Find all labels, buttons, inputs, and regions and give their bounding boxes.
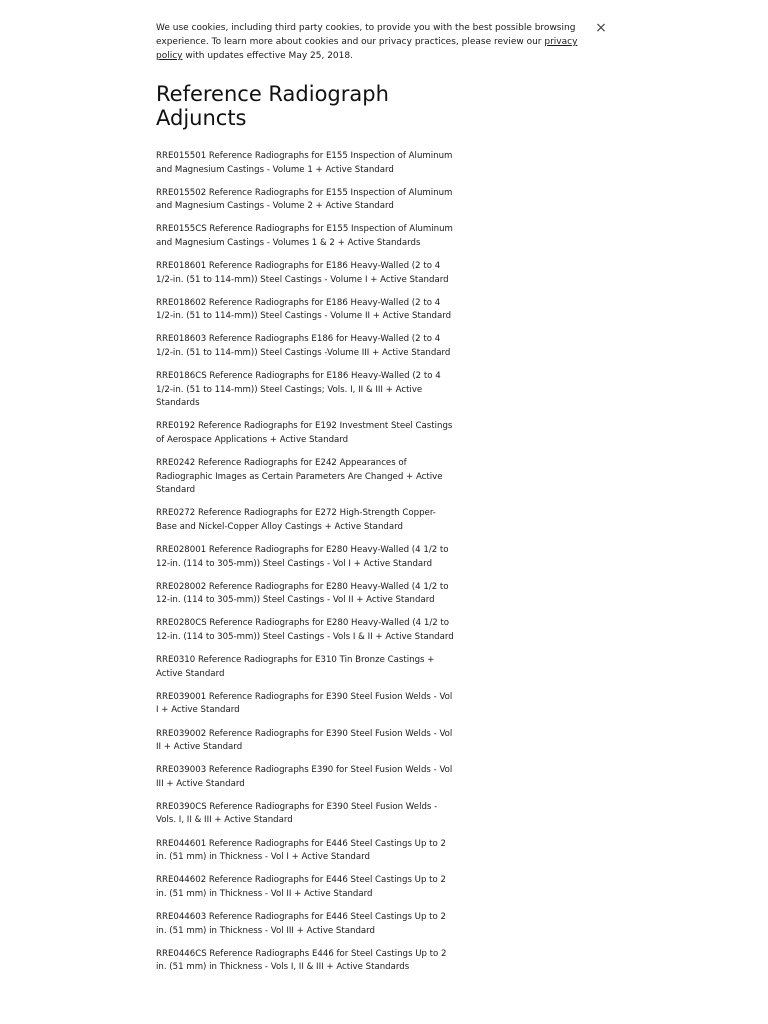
list-item[interactable]: RRE015502 Reference Radiographs for E155 Inspection of Aluminum and Magnesium Castings - Volume 2 + Active Standard [156, 187, 453, 212]
close-icon[interactable]: × [595, 20, 607, 36]
list-item[interactable]: RRE0242 Reference Radiographs for E242 Appearances of Radiographic Images as Certain Parameters Are Changed + Active Standard [156, 458, 443, 496]
list-item[interactable]: RRE0390CS Reference Radiographs for E390 Steel Fusion Welds - Vols. I, II & III + Active Standard [156, 801, 438, 826]
list-item[interactable]: RRE044602 Reference Radiographs for E446 Steel Castings Up to 2 in. (51 mm) in Thickness - Vol II + Active Standard [156, 875, 446, 899]
list-item[interactable]: RRE039002 Reference Radiographs for E390 Steel Fusion Welds - Vol II + Active Standard [156, 728, 453, 753]
list-item[interactable]: RRE0192 Reference Radiographs for E192 Investment Steel Castings of Aerospace Applications + Active Standard [156, 421, 453, 445]
cookie-banner-text-end: with updates effective May 25, 2018. [182, 51, 353, 61]
list-item[interactable]: RRE018603 Reference Radiographs E186 for Heavy-Walled (2 to 4 1/2-in. (51 to 114-mm)) Steel Castings -Volume III + Active Standard [156, 334, 451, 359]
list-item[interactable]: RRE0446CS Reference Radiographs E446 for Steel Castings Up to 2 in. (51 mm) in Thickness - Vols I, II & III + Active Standards [156, 948, 447, 973]
list-item[interactable]: RRE044601 Reference Radiographs for E446 Steel Castings Up to 2 in. (51 mm) in Thickness - Vol I + Active Standard [156, 838, 446, 863]
list-item[interactable]: RRE0186CS Reference Radiographs for E186 Heavy-Walled (2 to 4 1/2-in. (51 to 114-mm)) Steel Castings; Vols. I, II & III + Active Standards [156, 371, 441, 409]
standards-list [156, 150, 456, 984]
list-item[interactable]: RRE018602 Reference Radiographs for E186 Heavy-Walled (2 to 4 1/2-in. (51 to 114-mm)) Steel Castings - Volume II + Active Standard [156, 297, 452, 322]
list-item[interactable]: RRE039001 Reference Radiographs for E390 Steel Fusion Welds - Vol I + Active Standard [156, 691, 453, 716]
list-item[interactable]: RRE044603 Reference Radiographs for E446 Steel Castings Up to 2 in. (51 mm) in Thickness - Vol III + Active Standard [156, 911, 446, 936]
list-item[interactable]: RRE039003 Reference Radiographs E390 for Steel Fusion Welds - Vol III + Active Standard [156, 765, 453, 789]
list-item[interactable]: RRE015501 Reference Radiographs for E155 Inspection of Aluminum and Magnesium Castings - Volume 1 + Active Standard [156, 151, 453, 175]
page-title: Reference Radiograph Adjuncts [156, 82, 389, 130]
list-item[interactable]: RRE0280CS Reference Radiographs for E280 Heavy-Walled (4 1/2 to 12-in. (114 to 305-mm)) Steel Castings - Vols I & II + Active Standard [156, 618, 454, 643]
list-item[interactable]: RRE0155CS Reference Radiographs for E155 Inspection of Aluminum and Magnesium Castings - Volumes 1 & 2 + Active Standards [156, 224, 453, 248]
list-item[interactable]: RRE028002 Reference Radiographs for E280 Heavy-Walled (4 1/2 to 12-in. (114 to 305-mm)) Steel Castings - Vol II + Active Standard [156, 581, 449, 606]
list-item[interactable]: RRE018601 Reference Radiographs for E186 Heavy-Walled (2 to 4 1/2-in. (51 to 114-mm)) Steel Castings - Volume I + Active Standard [156, 261, 449, 285]
list-item[interactable]: RRE0272 Reference Radiographs for E272 High-Strength Copper-Base and Nickel-Copper Alloy Castings + Active Standard [156, 508, 436, 532]
privacy-policy-link[interactable]: privacy policy [156, 37, 578, 61]
cookie-banner [156, 21, 581, 63]
list-item[interactable]: RRE0310 Reference Radiographs for E310 Tin Bronze Castings + Active Standard [156, 655, 435, 679]
cookie-banner-text: We use cookies, including third party cookies, to provide you with the best possible browsing experience. To learn more about cookies and our privacy practices, please review our [156, 23, 576, 47]
list-item[interactable]: RRE028001 Reference Radiographs for E280 Heavy-Walled (4 1/2 to 12-in. (114 to 305-mm)) Steel Castings - Vol I + Active Standard [156, 545, 449, 569]
